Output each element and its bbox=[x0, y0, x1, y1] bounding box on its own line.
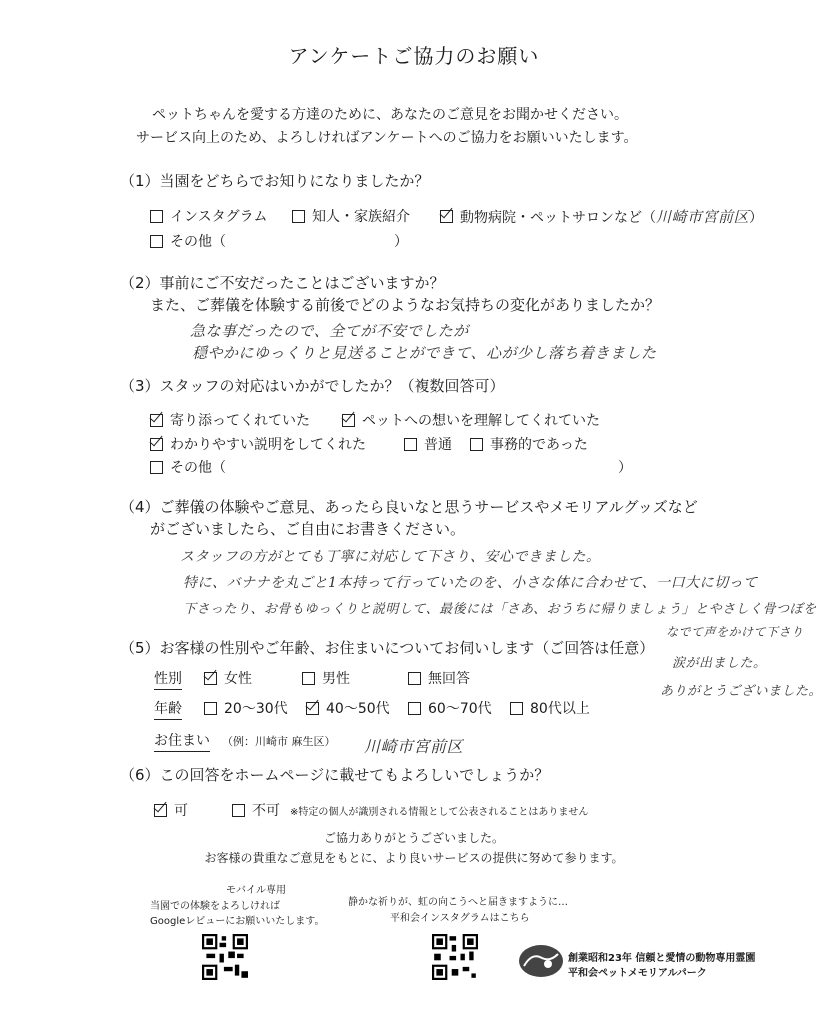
q6-option-no[interactable]: 不可 bbox=[232, 800, 280, 820]
qr-code-instagram-icon[interactable] bbox=[432, 934, 478, 980]
gender-option-male[interactable]: 男性 bbox=[302, 668, 350, 688]
qr-code-google-review-icon[interactable] bbox=[202, 934, 248, 980]
checkbox[interactable] bbox=[408, 672, 421, 685]
memorial-park-logo-icon bbox=[518, 944, 564, 978]
age-label: 年齢 bbox=[154, 698, 182, 720]
handwritten-answer-4-line-6: ありがとうございました。 bbox=[660, 684, 823, 699]
age-option-40-50[interactable]: 40〜50代 bbox=[306, 698, 390, 718]
q1-option-friend[interactable]: 知人・家族紹介 bbox=[292, 206, 410, 226]
page-title: アンケートご協力のお願い bbox=[288, 44, 540, 68]
checkbox-checked[interactable] bbox=[440, 210, 453, 223]
checkbox-checked[interactable] bbox=[154, 804, 167, 817]
checkbox-checked[interactable] bbox=[306, 702, 319, 715]
gender-option-female[interactable]: 女性 bbox=[204, 668, 252, 688]
q3-option-close[interactable]: 寄り添ってくれていた bbox=[150, 410, 310, 430]
checkbox-checked[interactable] bbox=[204, 672, 217, 685]
checkbox-checked[interactable] bbox=[342, 414, 355, 427]
question-2-line-2: また、ご葬儀を体験する前後でどのようなお気持ちの変化がありましたか？ bbox=[150, 296, 661, 314]
checkbox[interactable] bbox=[204, 702, 217, 715]
q3-other-close-paren: ） bbox=[618, 460, 632, 476]
handwritten-answer-4-line-4: なでて声をかけて下さり bbox=[666, 625, 804, 639]
q3-option-other[interactable]: その他（ bbox=[150, 457, 226, 477]
question-1: （1）当園をどちらでお知りになりましたか？ bbox=[120, 172, 430, 190]
checkbox[interactable] bbox=[408, 702, 421, 715]
q1-option-vet[interactable]: 動物病院・ペットサロンなど（ 川崎市宮前区 ） bbox=[440, 206, 763, 227]
residence-label: お住まい bbox=[154, 730, 210, 752]
handwritten-answer-4-line-5: 涙が出ました。 bbox=[672, 656, 767, 671]
checkbox[interactable] bbox=[150, 461, 163, 474]
checkbox[interactable] bbox=[302, 672, 315, 685]
gender-option-none[interactable]: 無回答 bbox=[408, 668, 470, 688]
checkbox-checked[interactable] bbox=[150, 438, 163, 451]
thanks-line-2: お客様の貴重なご意見をもとに、より良いサービスの提供に努めて参ります。 bbox=[204, 851, 624, 865]
q1-option-other[interactable]: その他（ ） bbox=[150, 231, 408, 251]
mobile-line-1: 当園での体験をよろしければ bbox=[150, 901, 280, 912]
org-tagline: 創業昭和23年 信頼と愛情の動物専用霊園 bbox=[568, 953, 756, 964]
q3-option-normal[interactable]: 普通 bbox=[404, 434, 452, 454]
q3-option-businesslike[interactable]: 事務的であった bbox=[470, 434, 588, 454]
age-option-80-plus[interactable]: 80代以上 bbox=[510, 698, 590, 718]
mobile-label: モバイル専用 bbox=[226, 885, 286, 896]
residence-example: （例：川崎市 麻生区） bbox=[222, 735, 336, 748]
question-4: （4）ご葬儀の体験やご意見、あったら良いなと思うサービスやメモリアルグッズなど bbox=[120, 498, 698, 516]
checkbox[interactable] bbox=[470, 438, 483, 451]
question-5: （5）お客様の性別やご年齢、お住まいについてお伺いします（ご回答は任意） bbox=[120, 639, 655, 657]
intro-line-1: ペットちゃんを愛する方達のために、あなたのご意見をお聞かせください。 bbox=[152, 107, 628, 123]
mobile-line-2: Googleレビューにお願いいたします。 bbox=[150, 916, 325, 927]
checkbox-checked[interactable] bbox=[150, 414, 163, 427]
q3-option-clear[interactable]: わかりやすい説明をしてくれた bbox=[150, 434, 366, 454]
q1-option-instagram[interactable]: インスタグラム bbox=[150, 206, 267, 226]
q6-note: ※特定の個人が識別される情報として公表されることはありません bbox=[290, 807, 589, 818]
q6-option-yes[interactable]: 可 bbox=[154, 800, 188, 820]
checkbox[interactable] bbox=[404, 438, 417, 451]
handwritten-clinic-location: 川崎市宮前区 bbox=[656, 208, 750, 226]
checkbox[interactable] bbox=[150, 210, 163, 223]
checkbox[interactable] bbox=[232, 804, 245, 817]
handwritten-answer-4-line-3: 下さったり、お骨もゆっくりと説明して、最後には「さあ、おうちに帰りましょう」とやさしく骨つぼを bbox=[183, 602, 817, 617]
question-4-line-2: がございましたら、ご自由にお書きください。 bbox=[150, 520, 466, 538]
handwritten-answer-2-line-2: 穏やかにゆっくりと見送ることができて、心が少し落ち着きました bbox=[192, 344, 657, 362]
handwritten-residence: 川崎市宮前区 bbox=[364, 737, 464, 756]
handwritten-answer-4-line-1: スタッフの方がとても丁寧に対応して下さり、安心できました。 bbox=[180, 549, 601, 565]
insta-line-2: 平和会インスタグラムはこちら bbox=[390, 913, 530, 924]
question-2: （2）事前にご不安だったことはございますか？ bbox=[120, 274, 445, 292]
org-name: 平和会ペットメモリアルパーク bbox=[568, 968, 707, 979]
question-6: （6）この回答をホームページに載せてもよろしいでしょうか？ bbox=[120, 766, 550, 784]
handwritten-answer-2-line-1: 急な事だったので、全てが不安でしたが bbox=[190, 322, 469, 340]
age-option-60-70[interactable]: 60〜70代 bbox=[408, 698, 492, 718]
checkbox[interactable] bbox=[150, 235, 163, 248]
checkbox[interactable] bbox=[510, 702, 523, 715]
insta-line-1: 静かな祈りが、虹の向こうへと届きますように… bbox=[348, 897, 568, 908]
intro-line-2: サービス向上のため、よろしければアンケートへのご協力をお願いいたします。 bbox=[136, 130, 638, 146]
handwritten-answer-4-line-2: 特に、バナナを丸ごと1本持って行っていたのを、小さな体に合わせて、一口大に切って bbox=[183, 575, 758, 591]
q3-option-understanding[interactable]: ペットへの想いを理解してくれていた bbox=[342, 410, 600, 430]
age-option-20-30[interactable]: 20〜30代 bbox=[204, 698, 288, 718]
thanks-line-1: ご協力ありがとうございました。 bbox=[323, 831, 504, 845]
checkbox[interactable] bbox=[292, 210, 305, 223]
gender-label: 性別 bbox=[154, 668, 182, 690]
question-3: （3）スタッフの対応はいかがでしたか？（複数回答可） bbox=[120, 377, 505, 395]
